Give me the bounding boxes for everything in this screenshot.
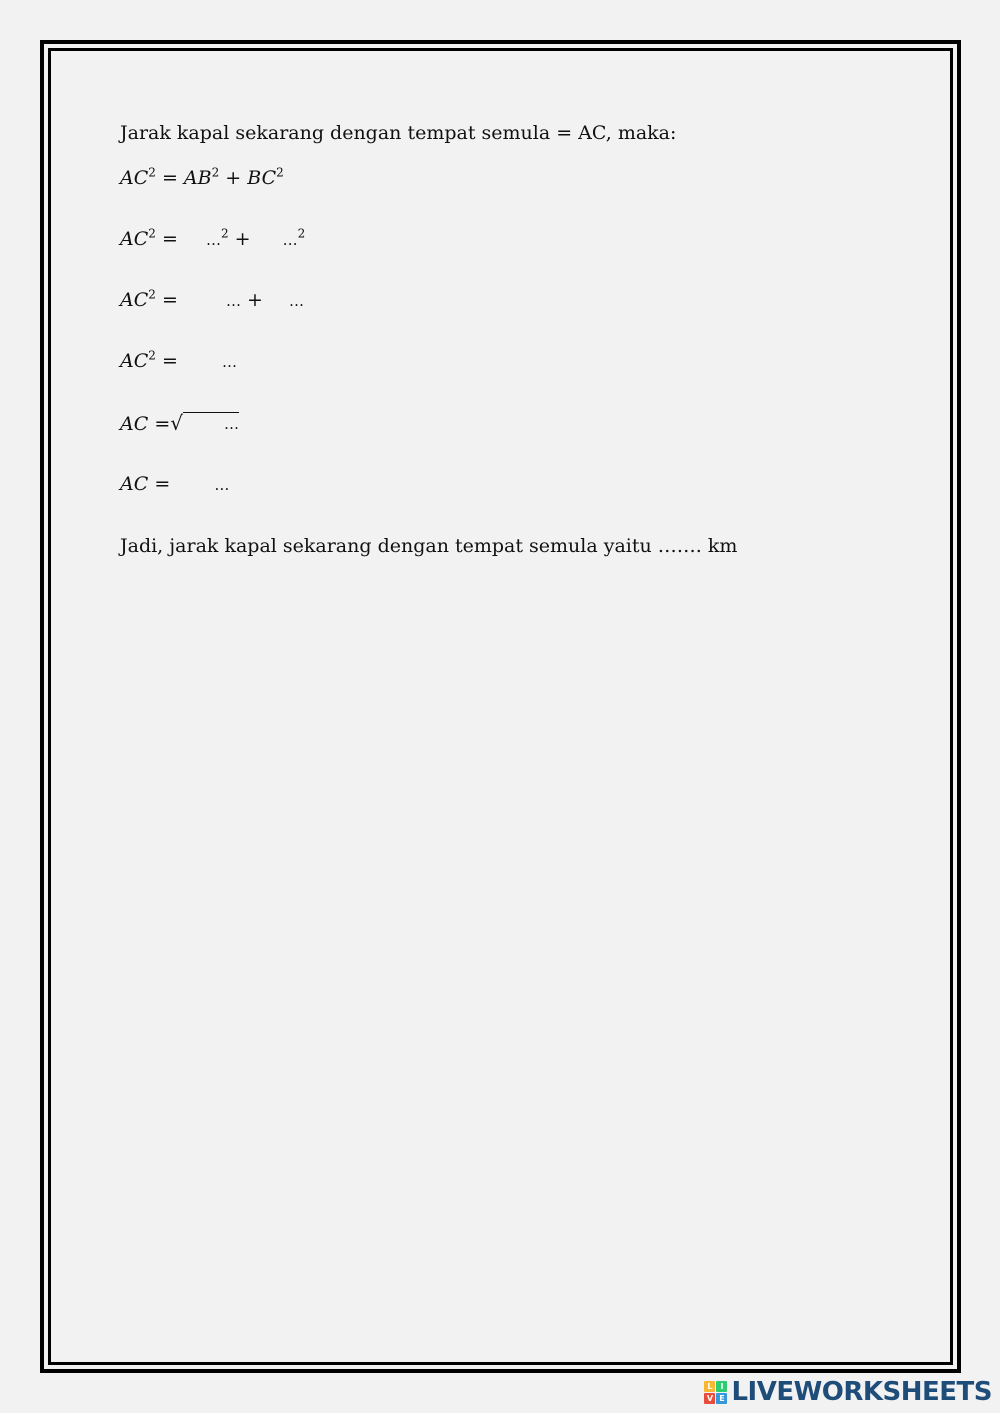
equation-result	[120, 472, 229, 497]
eq2-blank-bc-exp: 2	[297, 226, 306, 241]
equation-sum	[120, 349, 237, 374]
sqrt-sign: √	[170, 411, 183, 435]
eq5-equals: =	[154, 413, 171, 435]
liveworksheets-logo	[704, 1377, 992, 1407]
eq5-ac: AC	[120, 413, 149, 435]
equation-squares	[120, 288, 304, 313]
eq2-ac-exp: 2	[148, 226, 156, 241]
eq3-blank-2[interactable]: …	[289, 292, 305, 310]
eq2-equals: =	[161, 228, 178, 250]
eq2-blank-ab-exp: 2	[220, 226, 229, 241]
conclusion-text: Jadi, jarak kapal sekarang dengan tempat semula yaitu ……. km	[120, 535, 738, 557]
eq6-equals: =	[154, 473, 171, 495]
eq3-blank-1[interactable]: …	[225, 292, 241, 310]
equation-sqrt	[120, 411, 239, 436]
eq3-plus: +	[247, 289, 263, 311]
logo-mark-v: V	[704, 1393, 715, 1404]
eq4-blank[interactable]: …	[221, 353, 237, 371]
logo-mark-l: L	[704, 1381, 715, 1392]
eq1-bc: BC	[247, 167, 277, 189]
eq4-equals: =	[161, 350, 178, 372]
eq6-blank[interactable]: …	[214, 476, 230, 494]
eq6-ac: AC	[120, 473, 149, 495]
eq2-plus: +	[234, 228, 251, 250]
eq2-ac: AC	[120, 228, 149, 250]
eq1-ab: AB	[183, 167, 212, 189]
logo-text: LIVEWORKSHEETS	[731, 1377, 992, 1407]
intro-text: Jarak kapal sekarang dengan tempat semula = AC, maka:	[120, 122, 677, 144]
eq1-bc-exp: 2	[276, 165, 284, 180]
eq3-equals: =	[161, 289, 178, 311]
eq1-ab-exp: 2	[211, 165, 220, 180]
eq1-ac: AC	[120, 167, 149, 189]
sqrt-radicand	[183, 412, 239, 434]
equation-pythagoras	[120, 166, 284, 190]
eq1-ac-exp: 2	[148, 165, 156, 180]
eq3-ac: AC	[120, 289, 149, 311]
eq3-ac-exp: 2	[148, 287, 156, 302]
logo-mark-i: I	[716, 1381, 727, 1392]
logo-mark-e: E	[716, 1393, 727, 1404]
eq4-ac: AC	[120, 350, 149, 372]
logo-icon	[704, 1381, 727, 1404]
eq2-blank-ab[interactable]: …	[205, 231, 221, 249]
equation-substitute	[120, 227, 305, 252]
eq4-ac-exp: 2	[148, 348, 156, 363]
eq2-blank-bc[interactable]: …	[282, 231, 298, 249]
eq5-blank[interactable]: …	[223, 415, 239, 433]
eq1-plus: +	[225, 167, 242, 189]
eq1-equals: =	[161, 167, 178, 189]
